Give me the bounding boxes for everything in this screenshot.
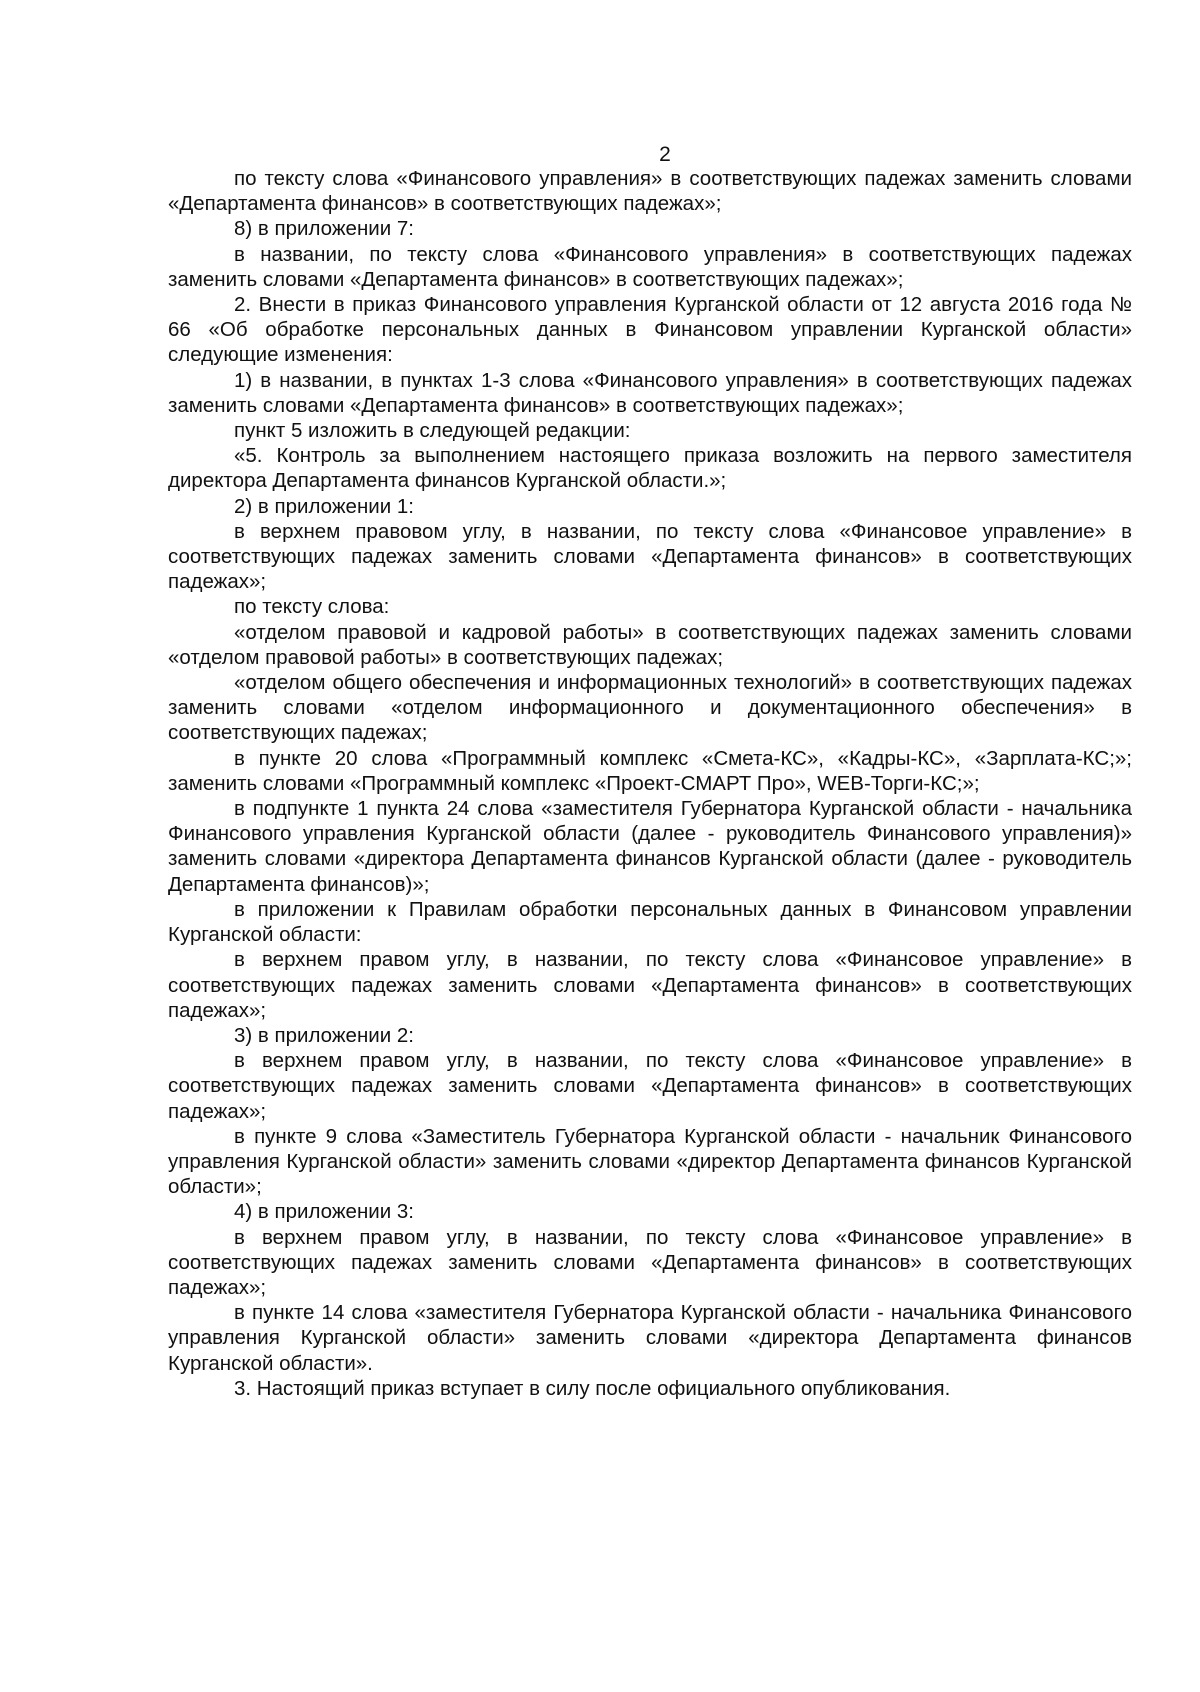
paragraph: в верхнем правовом углу, в названии, по тексту слова «Финансовое управление» в соответствующих падежах заменить словами «Департамента финансов» в соответствующих падежах»;: [168, 519, 1132, 594]
paragraph: 8) в приложении 7:: [234, 217, 414, 241]
closing-paragraph: 3. Настоящий приказ вступает в силу после официального опубликования.: [234, 1376, 951, 1400]
paragraph: в верхнем правом углу, в названии, по тексту слова «Финансовое управление» в соответствующих падежах заменить словами «Департамента финансов» в соответствующих падежах»;: [168, 1049, 1132, 1123]
paragraph: в верхнем правом углу, в названии, по тексту слова «Финансовое управление» в соответствующих падежах заменить словами «Департамента финансов» в соответствующих падежах»;: [168, 948, 1132, 1022]
paragraph: по тексту слова «Финансового управления» в соответствующих падежах заменить словами «Департамента финансов» в соответствующих падежах»;: [168, 167, 1132, 216]
paragraph: «отделом правовой и кадровой работы» в соответствующих падежах заменить словами «отделом правовой работы» в соответствующих падежах;: [168, 620, 1132, 669]
document-body: [168, 166, 1132, 1401]
paragraph: «5. Контроль за выполнением настоящего приказа возложить на первого заместителя директора Департамента финансов Курганской области.»;: [168, 444, 1132, 493]
paragraph: в названии, по тексту слова «Финансового управления» в соответствующих падежах заменить словами «Департамента финансов» в соответствующих падежах»;: [168, 242, 1132, 291]
paragraph: 1) в названии, в пунктах 1-3 слова «Финансового управления» в соответствующих падежах заменить словами «Департамента финансов» в соответствующих падежах»;: [168, 368, 1132, 417]
paragraph: в пункте 14 слова «заместителя Губернатора Курганской области - начальника Финансового управления Курганской области» заменить словами «директора Департамента финансов Курганской области».: [168, 1301, 1132, 1375]
page-number: 2: [659, 143, 671, 166]
paragraph: в приложении к Правилам обработки персональных данных в Финансовом управлении Курганской области:: [168, 897, 1132, 947]
paragraph: 4) в приложении 3:: [234, 1200, 414, 1224]
paragraph: 2. Внести в приказ Финансового управления Курганской области от 12 августа 2016 года № 66 «Об обработке персональных данных в Финансовом управлении Курганской области» следующие изменения:: [168, 293, 1132, 367]
paragraph: в пункте 9 слова «Заместитель Губернатора Курганской области - начальник Финансового управления Курганской области» заменить словами «директор Департамента финансов Курганской области»;: [168, 1124, 1132, 1199]
paragraph: по тексту слова:: [234, 595, 390, 619]
paragraph: 2) в приложении 1:: [234, 494, 414, 518]
paragraph: пункт 5 изложить в следующей редакции:: [234, 419, 631, 443]
paragraph: в верхнем правом углу, в названии, по тексту слова «Финансовое управление» в соответствующих падежах заменить словами «Департамента финансов» в соответствующих падежах»;: [168, 1225, 1132, 1299]
paragraph: в подпункте 1 пункта 24 слова «заместителя Губернатора Курганской области - начальника Финансового управления Курганской области (далее - руководитель Финансового управления)» заменить словами «директора Департамента финансов Курганской области (далее - руководитель Департамента финансов)»;: [168, 797, 1132, 896]
paragraph: «отделом общего обеспечения и информационных технологий» в соответствующих падежах заменить словами «отделом информационного и документационного обеспечения» в соответствующих падежах;: [168, 671, 1132, 745]
paragraph: 3) в приложении 2:: [234, 1023, 414, 1047]
paragraph: в пункте 20 слова «Программный комплекс «Смета-КС», «Кадры-КС», «Зарплата-КС;»; заменить словами «Программный комплекс «Проект-СМАРТ Про», WEB-Торги-КС;»;: [168, 746, 1132, 795]
